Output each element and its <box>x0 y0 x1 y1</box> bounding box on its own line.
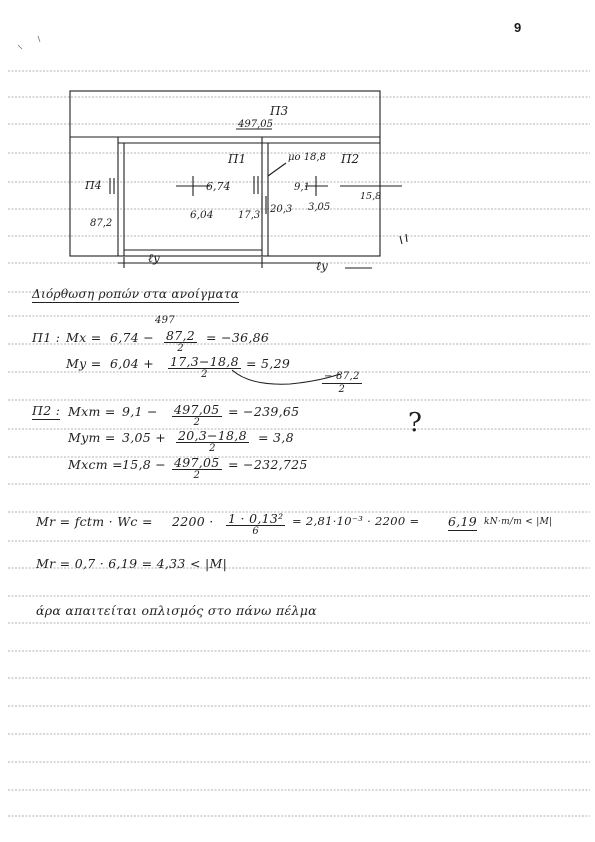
p1-mx-lhs: Mx = <box>66 330 102 345</box>
p1-my-num: 17,3−18,8 <box>170 354 239 369</box>
p1-my-lhs: My = <box>66 356 102 371</box>
span-label-1: ℓy <box>148 251 160 265</box>
p2-mxm-fraction <box>172 403 222 429</box>
left-panel-label: Π4 <box>85 179 102 192</box>
p2-mym-num: 20,3−18,8 <box>178 428 247 443</box>
mr1-result: 6,19 <box>448 514 478 529</box>
mr1-a: 2200 · <box>172 514 214 529</box>
span-label-2: ℓy <box>316 259 328 273</box>
mr1-tail: kN·m/m < |M| <box>484 517 553 527</box>
p1-mx: 6,74 <box>206 180 231 193</box>
p1-label: Π1 <box>228 152 247 166</box>
mr1-den: 6 <box>252 526 260 537</box>
p2-my: 3,05 <box>308 202 331 213</box>
mr2-line: Mr = 0,7 · 6,19 = 4,33 < |M| <box>36 556 228 571</box>
p1-mx-fraction <box>164 329 197 355</box>
page-number: 9 <box>514 20 522 35</box>
p1-mx-note: 497 <box>155 315 175 326</box>
p2-mym-a: 3,05 + <box>122 430 167 445</box>
p2-mxcm-result: = −232,725 <box>228 457 308 472</box>
p1-mx-a: 6,74 − <box>110 330 155 345</box>
mr1-b: = 2,81·10⁻³ · 2200 = <box>292 514 420 528</box>
p1-side-num: − 87,2 <box>324 371 360 382</box>
p2-mxm-a: 9,1 − <box>122 404 158 419</box>
top-panel-label: Π3 <box>270 104 289 118</box>
p2-mxcm-fraction <box>172 456 222 482</box>
support-label: μο 18,8 <box>288 152 326 163</box>
slab-outline <box>70 91 380 256</box>
p2-mxcm-lhs: Mxcm = <box>68 457 123 472</box>
p1-mx-num: 87,2 <box>166 328 196 343</box>
mr1-num: 1 · 0,13² <box>228 511 284 526</box>
p2-right-moment: 15,8 <box>360 191 382 202</box>
p1-my: 6,04 <box>190 209 214 221</box>
p1-side-den: 2 <box>338 384 346 395</box>
p2-mxm-den: 2 <box>193 417 201 428</box>
p1-my-result: = 5,29 <box>246 356 291 371</box>
question-mark: ? <box>408 408 423 438</box>
p2-mym-fraction <box>176 429 249 455</box>
conclusion: άρα απαιτείται οπλισμός στο πάνω πέλμα <box>36 603 317 618</box>
mr1-fraction <box>226 512 285 538</box>
p1-right-moment: 17,3 <box>238 210 261 221</box>
p2-mym-den: 2 <box>209 443 216 454</box>
mr1-lhs: Mr = fctm · Wc = <box>36 514 153 529</box>
p2-mxm-result: = −239,65 <box>228 404 300 419</box>
p1-label: Π1 : <box>32 330 61 345</box>
p1-mx-result: = −36,86 <box>206 330 270 345</box>
p2-mx: 9,1 <box>294 182 310 193</box>
top-moment: 497,05 <box>238 119 273 130</box>
p2-left-moment: 20,3 <box>270 204 293 215</box>
p2-mxcm-den: 2 <box>193 470 201 481</box>
p2-label: Π2 : <box>32 403 61 418</box>
section-heading: Διόρθωση ροπών στα ανοίγματα <box>32 287 240 301</box>
p2-mxm-lhs: Mxm = <box>68 404 116 419</box>
p2-mym-lhs: Mym = <box>68 430 116 445</box>
p2-mxcm-num: 497,05 <box>174 455 220 470</box>
p2-label: Π2 <box>341 152 360 166</box>
p1-side-fraction <box>322 370 362 396</box>
p1-mx-den: 2 <box>177 343 184 354</box>
p2-mxm-num: 497,05 <box>174 402 220 417</box>
p2-mym-result: = 3,8 <box>258 430 294 445</box>
slab-diagram <box>0 0 595 290</box>
p1-my-a: 6,04 + <box>110 356 155 371</box>
p1-my-den: 2 <box>201 369 208 380</box>
left-moment: 87,2 <box>90 218 113 229</box>
p2-mxcm-a: 15,8 − <box>122 457 167 472</box>
